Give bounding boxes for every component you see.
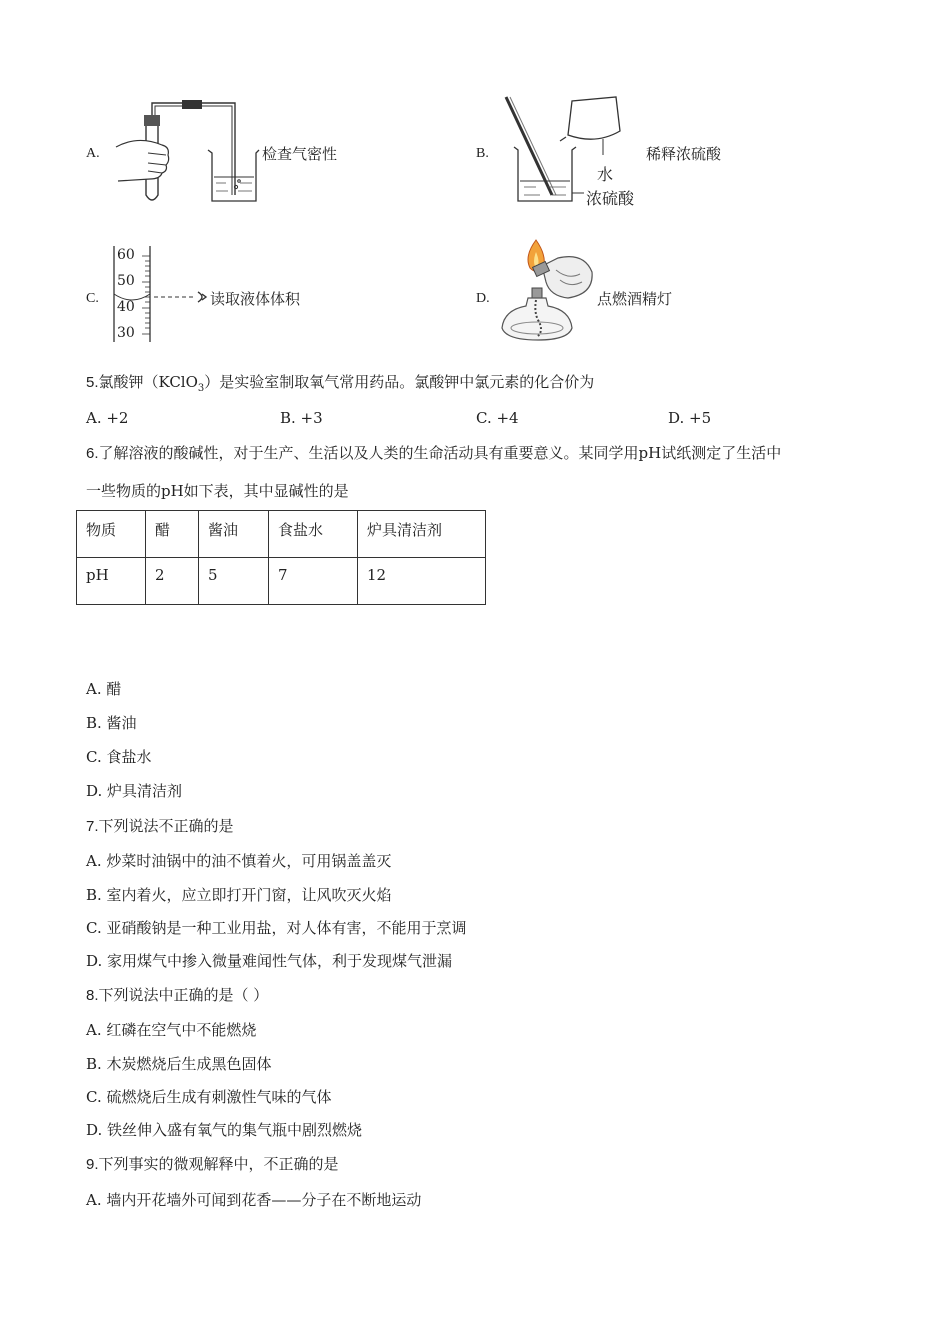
figure-d-label: D. <box>476 291 490 306</box>
q7-option-a[interactable]: A. 炒菜时油锅中的油不慎着火，可用锅盖盖灭 <box>86 852 392 870</box>
table-cell: 2 <box>146 558 199 605</box>
question-8-stem <box>86 984 268 1005</box>
question-9-stem <box>86 1153 339 1174</box>
question-9-number: 9. <box>86 1156 99 1173</box>
question-5-stem <box>86 371 594 394</box>
q6-option-a[interactable]: A. 醋 <box>86 680 122 698</box>
q8-option-b[interactable]: B. 木炭燃烧后生成黑色固体 <box>86 1055 272 1073</box>
q6-option-b[interactable]: B. 酱油 <box>86 714 137 732</box>
figure-b-label: B. <box>476 146 489 161</box>
table-cell: 食盐水 <box>269 511 358 558</box>
tick-60: 60 <box>117 247 135 263</box>
table-cell: 5 <box>199 558 269 605</box>
question-7-text: 下列说法不正确的是 <box>98 817 234 835</box>
q5-option-d[interactable]: D. +5 <box>668 409 712 427</box>
table-cell: 炉具清洁剂 <box>358 511 486 558</box>
acid-label: 浓硫酸 <box>586 189 635 208</box>
question-8-text: 下列说法中正确的是（ ） <box>98 986 269 1004</box>
question-6-text-line1: 了解溶液的酸碱性，对于生产、生活以及人类的生命活动具有重要意义。某同学用pH试纸测定了生活中 <box>98 444 782 462</box>
question-9-text: 下列事实的微观解释中，不正确的是 <box>98 1155 339 1173</box>
figure-c-label: C. <box>86 291 99 306</box>
figure-d-caption: 点燃酒精灯 <box>597 290 673 308</box>
figure-a-label: A. <box>86 146 100 161</box>
question-7-number: 7. <box>86 818 99 835</box>
question-7-stem <box>86 815 234 836</box>
question-8-number: 8. <box>86 987 99 1004</box>
figure-b-caption: 稀释浓硫酸 <box>646 145 722 163</box>
q7-option-b[interactable]: B. 室内着火，应立即打开门窗，让风吹灭火焰 <box>86 886 392 904</box>
alcohol-lamp-illustration <box>498 236 598 344</box>
ph-table <box>76 510 486 605</box>
figure-a-caption: 检查气密性 <box>262 145 338 163</box>
airtightness-apparatus <box>108 95 263 207</box>
table-header-row <box>77 511 486 558</box>
table-cell: 12 <box>358 558 486 605</box>
table-cell: pH <box>77 558 146 605</box>
question-5-text-pre: 氯酸钾（KClO <box>98 373 198 391</box>
figure-c-caption: 读取液体体积 <box>210 290 301 308</box>
table-cell: 酱油 <box>199 511 269 558</box>
question-6-stem-line1 <box>86 442 781 463</box>
table-cell: 醋 <box>146 511 199 558</box>
q5-option-a[interactable]: A. +2 <box>86 409 129 427</box>
table-cell: 7 <box>269 558 358 605</box>
q6-option-c[interactable]: C. 食盐水 <box>86 748 152 766</box>
question-6-stem-line2: 一些物质的pH如下表，其中显碱性的是 <box>86 482 349 500</box>
q9-option-a[interactable]: A. 墙内开花墙外可闻到花香——分子在不断地运动 <box>86 1191 422 1209</box>
tick-30: 30 <box>117 325 135 341</box>
q7-option-c[interactable]: C. 亚硝酸钠是一种工业用盐，对人体有害，不能用于烹调 <box>86 919 467 937</box>
q8-option-d[interactable]: D. 铁丝伸入盛有氧气的集气瓶中剧烈燃烧 <box>86 1121 363 1139</box>
question-5-subscript: 3 <box>197 383 205 394</box>
tick-50: 50 <box>117 273 135 289</box>
table-cell: 物质 <box>77 511 146 558</box>
q7-option-d[interactable]: D. 家用煤气中掺入微量难闻性气体，利于发现煤气泄漏 <box>86 952 453 970</box>
water-label: 水 <box>597 165 614 184</box>
q8-option-c[interactable]: C. 硫燃烧后生成有刺激性气味的气体 <box>86 1088 332 1106</box>
question-6-number: 6. <box>86 445 99 462</box>
q6-option-d[interactable]: D. 炉具清洁剂 <box>86 782 183 800</box>
q5-option-c[interactable]: C. +4 <box>476 409 519 427</box>
question-5-number: 5. <box>86 374 99 391</box>
table-row <box>77 558 486 605</box>
question-5-text-post: ）是实验室制取氧气常用药品。氯酸钾中氯元素的化合价为 <box>204 373 595 391</box>
q8-option-a[interactable]: A. 红磷在空气中不能燃烧 <box>86 1021 257 1039</box>
q5-option-b[interactable]: B. +3 <box>280 409 323 427</box>
tick-40: 40 <box>117 299 135 315</box>
